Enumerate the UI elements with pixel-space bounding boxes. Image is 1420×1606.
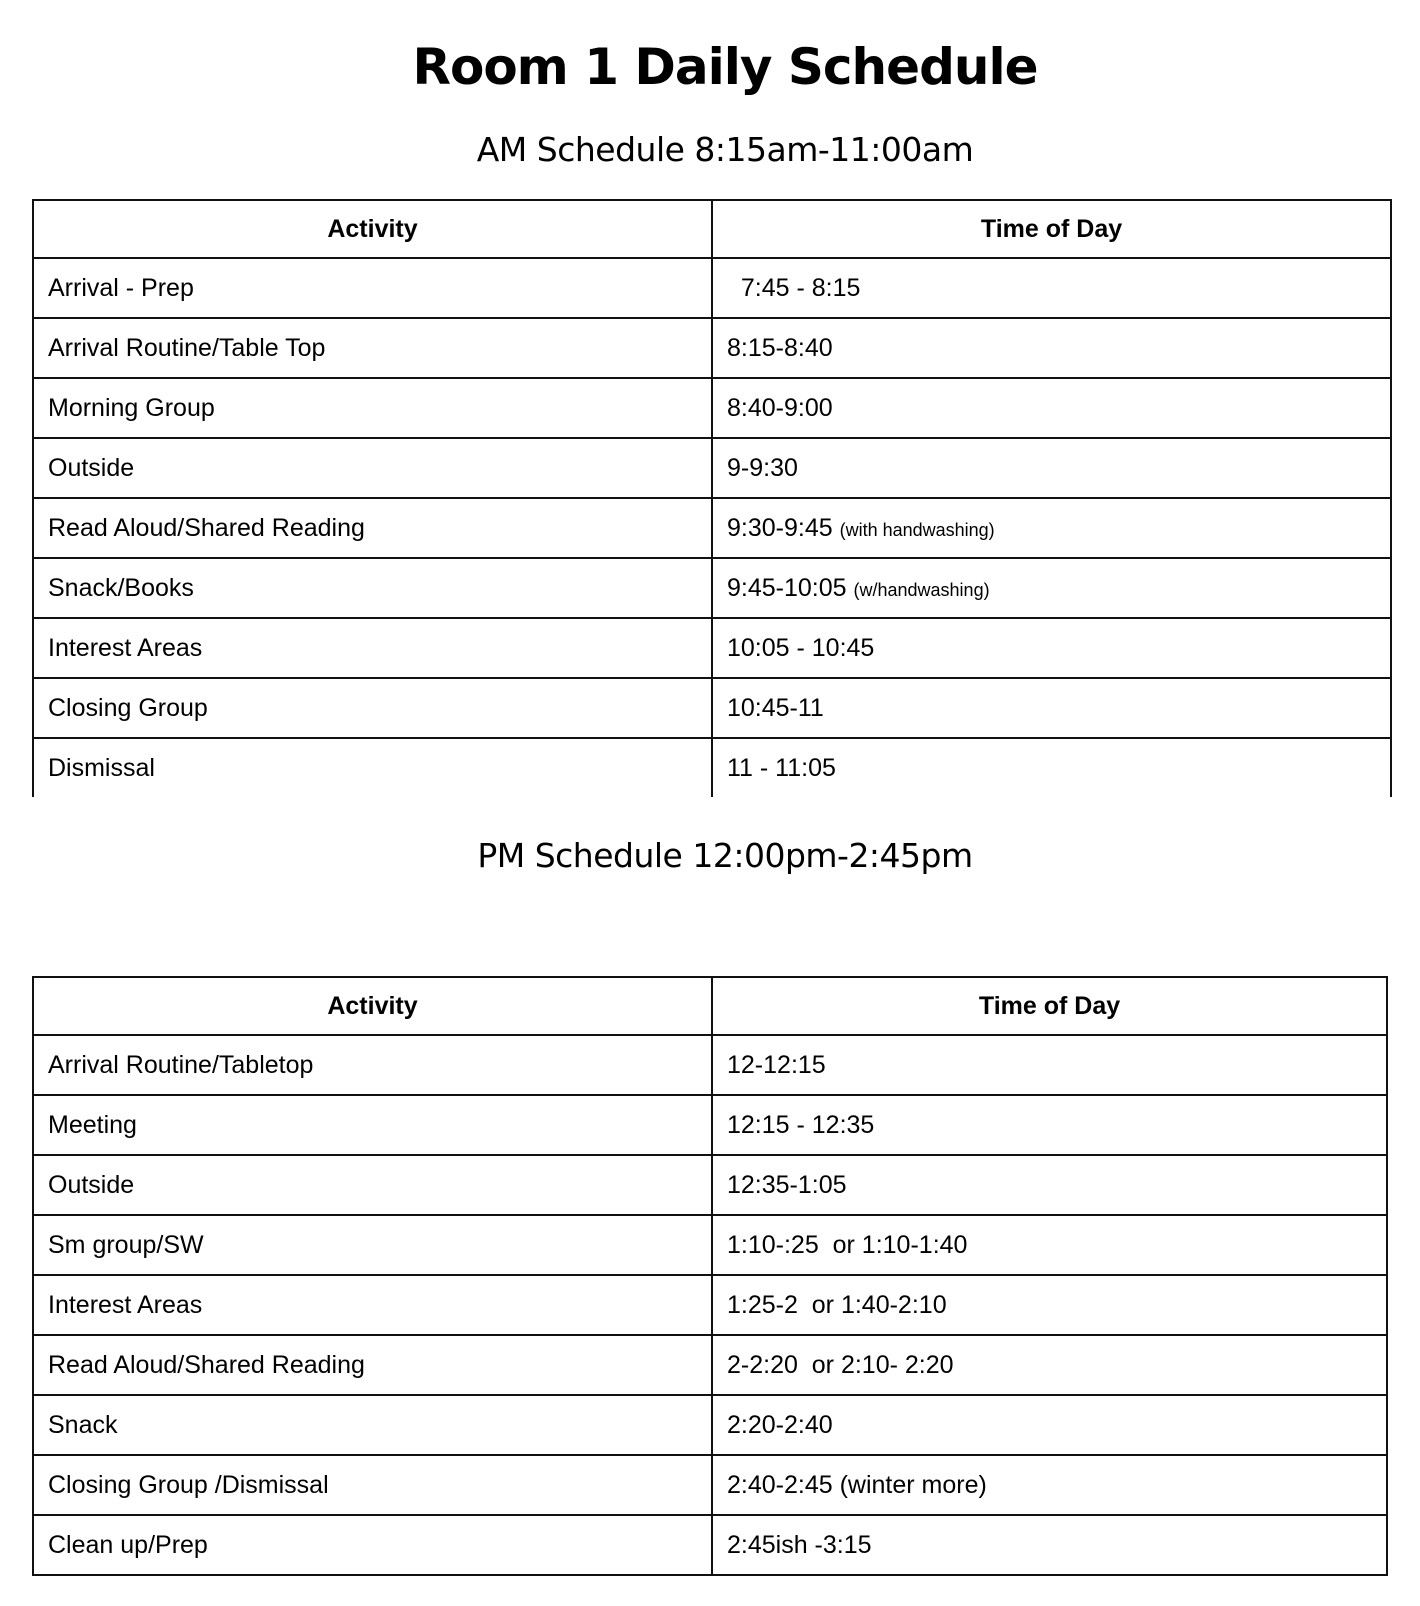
time-value: 11 - 11:05 xyxy=(727,753,836,782)
table-row xyxy=(33,1155,1387,1215)
time-cell xyxy=(712,438,1391,498)
time-cell xyxy=(712,258,1391,318)
activity-cell: Outside xyxy=(33,1155,712,1215)
time-cell xyxy=(712,1455,1387,1515)
time-value: 10:05 - 10:45 xyxy=(727,633,875,662)
time-cell xyxy=(712,1035,1387,1095)
time-note: (w/handwashing) xyxy=(853,579,990,600)
time-cell xyxy=(712,1095,1387,1155)
table-row xyxy=(33,1095,1387,1155)
time-value: 9:45-10:05 xyxy=(727,573,854,602)
activity-cell: Read Aloud/Shared Reading xyxy=(33,498,712,558)
activity-cell: Snack xyxy=(33,1395,712,1455)
table-row xyxy=(33,498,1391,558)
table-row xyxy=(33,1215,1387,1275)
time-cell xyxy=(712,1215,1387,1275)
time-cell xyxy=(712,378,1391,438)
time-value: 12:35-1:05 xyxy=(727,1170,847,1199)
table-row xyxy=(33,1335,1387,1395)
activity-cell: Interest Areas xyxy=(33,1275,712,1335)
activity-cell: Dismissal xyxy=(33,738,712,797)
time-value: 1:10-:25 or 1:10-1:40 xyxy=(727,1230,968,1259)
activity-cell: Arrival Routine/Table Top xyxy=(33,318,712,378)
time-note: (with handwashing) xyxy=(839,519,995,540)
column-header-time: Time of Day xyxy=(712,977,1387,1035)
activity-cell: Clean up/Prep xyxy=(33,1515,712,1575)
time-value: 12:15 - 12:35 xyxy=(727,1110,875,1139)
activity-cell: Closing Group xyxy=(33,678,712,738)
time-cell xyxy=(712,1335,1387,1395)
time-cell xyxy=(712,618,1391,678)
time-cell xyxy=(712,1515,1387,1575)
table-row xyxy=(33,1515,1387,1575)
table-row xyxy=(33,378,1391,438)
table-row xyxy=(33,1395,1387,1455)
activity-cell: Arrival Routine/Tabletop xyxy=(33,1035,712,1095)
table-row xyxy=(33,738,1391,797)
am-schedule-table xyxy=(32,199,1392,797)
activity-cell: Arrival - Prep xyxy=(33,258,712,318)
table-row xyxy=(33,558,1391,618)
table-header-row xyxy=(33,977,1387,1035)
table-row xyxy=(33,678,1391,738)
time-value: 2:40-2:45 (winter more) xyxy=(727,1470,987,1499)
time-cell xyxy=(712,738,1391,797)
time-value: 8:40-9:00 xyxy=(727,393,833,422)
table-header-row xyxy=(33,200,1391,258)
time-cell xyxy=(712,678,1391,738)
time-value: 12-12:15 xyxy=(727,1050,826,1079)
time-cell xyxy=(712,558,1391,618)
time-cell xyxy=(712,1395,1387,1455)
time-cell xyxy=(712,1275,1387,1335)
time-cell xyxy=(712,1155,1387,1215)
pm-schedule-table xyxy=(32,976,1388,1576)
time-value: 1:25-2 or 1:40-2:10 xyxy=(727,1290,947,1319)
column-header-activity: Activity xyxy=(33,200,712,258)
activity-cell: Read Aloud/Shared Reading xyxy=(33,1335,712,1395)
column-header-activity: Activity xyxy=(33,977,712,1035)
activity-cell: Snack/Books xyxy=(33,558,712,618)
table-row xyxy=(33,618,1391,678)
activity-cell: Outside xyxy=(33,438,712,498)
table-row xyxy=(33,1035,1387,1095)
time-value: 9-9:30 xyxy=(727,453,798,482)
activity-cell: Meeting xyxy=(33,1095,712,1155)
time-value: 7:45 - 8:15 xyxy=(727,273,861,302)
pm-schedule-heading: PM Schedule 12:00pm-2:45pm xyxy=(477,836,973,875)
table-row xyxy=(33,318,1391,378)
activity-cell: Sm group/SW xyxy=(33,1215,712,1275)
time-value: 10:45-11 xyxy=(727,693,824,722)
time-value: 2-2:20 or 2:10- 2:20 xyxy=(727,1350,954,1379)
time-value: 2:20-2:40 xyxy=(727,1410,833,1439)
activity-cell: Morning Group xyxy=(33,378,712,438)
time-value: 2:45ish -3:15 xyxy=(727,1530,872,1559)
time-value: 8:15-8:40 xyxy=(727,333,833,362)
activity-cell: Closing Group /Dismissal xyxy=(33,1455,712,1515)
table-row xyxy=(33,258,1391,318)
column-header-time: Time of Day xyxy=(712,200,1391,258)
table-row xyxy=(33,438,1391,498)
time-cell xyxy=(712,498,1391,558)
time-cell xyxy=(712,318,1391,378)
activity-cell: Interest Areas xyxy=(33,618,712,678)
time-value: 9:30-9:45 xyxy=(727,513,840,542)
table-row xyxy=(33,1455,1387,1515)
am-schedule-heading: AM Schedule 8:15am-11:00am xyxy=(476,130,974,169)
page-title: Room 1 Daily Schedule xyxy=(412,38,1038,96)
table-row xyxy=(33,1275,1387,1335)
